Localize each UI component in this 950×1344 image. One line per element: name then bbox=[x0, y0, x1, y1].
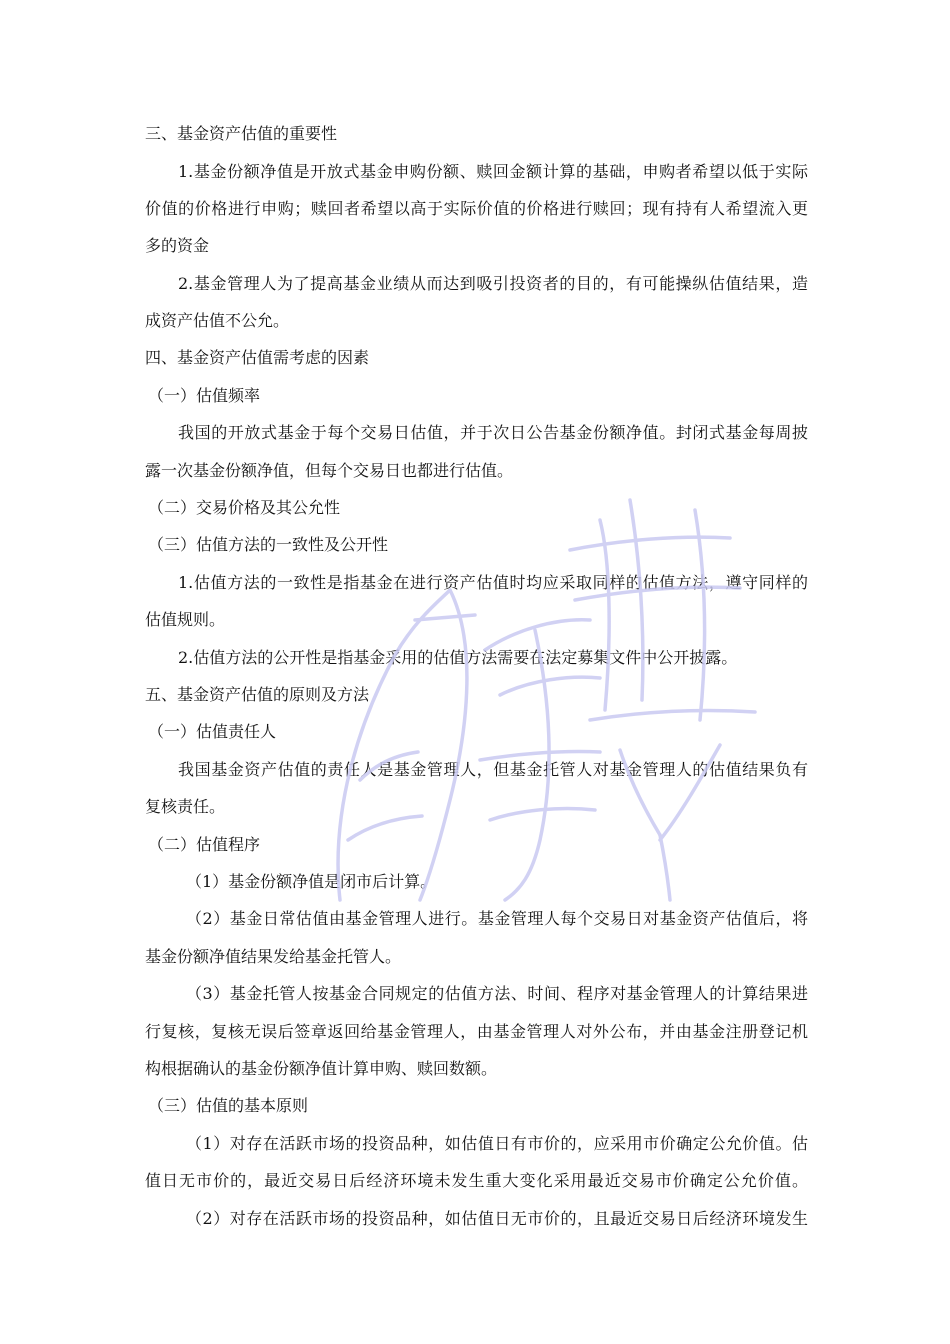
paragraph-line: 价值的价格进行申购；赎回者希望以高于实际价值的价格进行赎回；现有持有人希望流入更 bbox=[145, 199, 808, 218]
paragraph-line: 我国基金资产估值的责任人是基金管理人，但基金托管人对基金管理人的估值结果负有 bbox=[178, 760, 808, 779]
paragraph-line: 我国的开放式基金于每个交易日估值，并于次日公告基金份额净值。封闭式基金每周披 bbox=[178, 423, 808, 442]
paragraph-line: 1.估值方法的一致性是指基金在进行资产估值时均应采取同样的估值方法，遵守同样的 bbox=[178, 573, 808, 592]
subheading: （二）估值程序 bbox=[148, 835, 261, 854]
subheading: （二）交易价格及其公允性 bbox=[148, 498, 341, 517]
paragraph-line: 2.基金管理人为了提高基金业绩从而达到吸引投资者的目的，有可能操纵估值结果，造 bbox=[178, 274, 808, 293]
heading-section-3: 三、基金资产估值的重要性 bbox=[145, 124, 338, 143]
paragraph-line: 2.估值方法的公开性是指基金采用的估值方法需要在法定募集文件中公开披露。 bbox=[178, 648, 738, 667]
paragraph-line: 估值规则。 bbox=[145, 610, 226, 629]
subheading: （一）估值频率 bbox=[148, 386, 261, 405]
paragraph-line: 行复核，复核无误后签章返回给基金管理人，由基金管理人对外公布，并由基金注册登记机 bbox=[145, 1022, 808, 1041]
paragraph-line: 露一次基金份额净值，但每个交易日也都进行估值。 bbox=[145, 461, 514, 480]
paragraph-line: 成资产估值不公允。 bbox=[145, 311, 290, 330]
subheading: （三）估值的基本原则 bbox=[148, 1096, 309, 1115]
paragraph-line: 多的资金 bbox=[145, 236, 210, 255]
paragraph-line: 复核责任。 bbox=[145, 797, 226, 816]
paragraph-line: （1）基金份额净值是闭市后计算。 bbox=[186, 872, 437, 891]
heading-section-5: 五、基金资产估值的原则及方法 bbox=[145, 685, 370, 704]
subheading: （三）估值方法的一致性及公开性 bbox=[148, 535, 389, 554]
paragraph-line: 构根据确认的基金份额净值计算申购、赎回数额。 bbox=[145, 1059, 498, 1078]
paragraph-line: 1.基金份额净值是开放式基金申购份额、赎回金额计算的基础，申购者希望以低于实际 bbox=[178, 162, 808, 181]
paragraph-line: （2）基金日常估值由基金管理人进行。基金管理人每个交易日对基金资产估值后，将 bbox=[186, 909, 808, 928]
paragraph-line: 基金份额净值结果发给基金托管人。 bbox=[145, 947, 402, 966]
heading-section-4: 四、基金资产估值需考虑的因素 bbox=[145, 348, 370, 367]
paragraph-line: 值日无市价的，最近交易日后经济环境未发生重大变化采用最近交易市价确定公允价值。 bbox=[145, 1171, 808, 1190]
paragraph-line: （2）对存在活跃市场的投资品种，如估值日无市价的，且最近交易日后经济环境发生 bbox=[186, 1209, 808, 1228]
paragraph-line: （1）对存在活跃市场的投资品种，如估值日有市价的，应采用市价确定公允价值。估 bbox=[186, 1134, 808, 1153]
paragraph-line: （3）基金托管人按基金合同规定的估值方法、时间、程序对基金管理人的计算结果进 bbox=[186, 984, 808, 1003]
subheading: （一）估值责任人 bbox=[148, 722, 277, 741]
